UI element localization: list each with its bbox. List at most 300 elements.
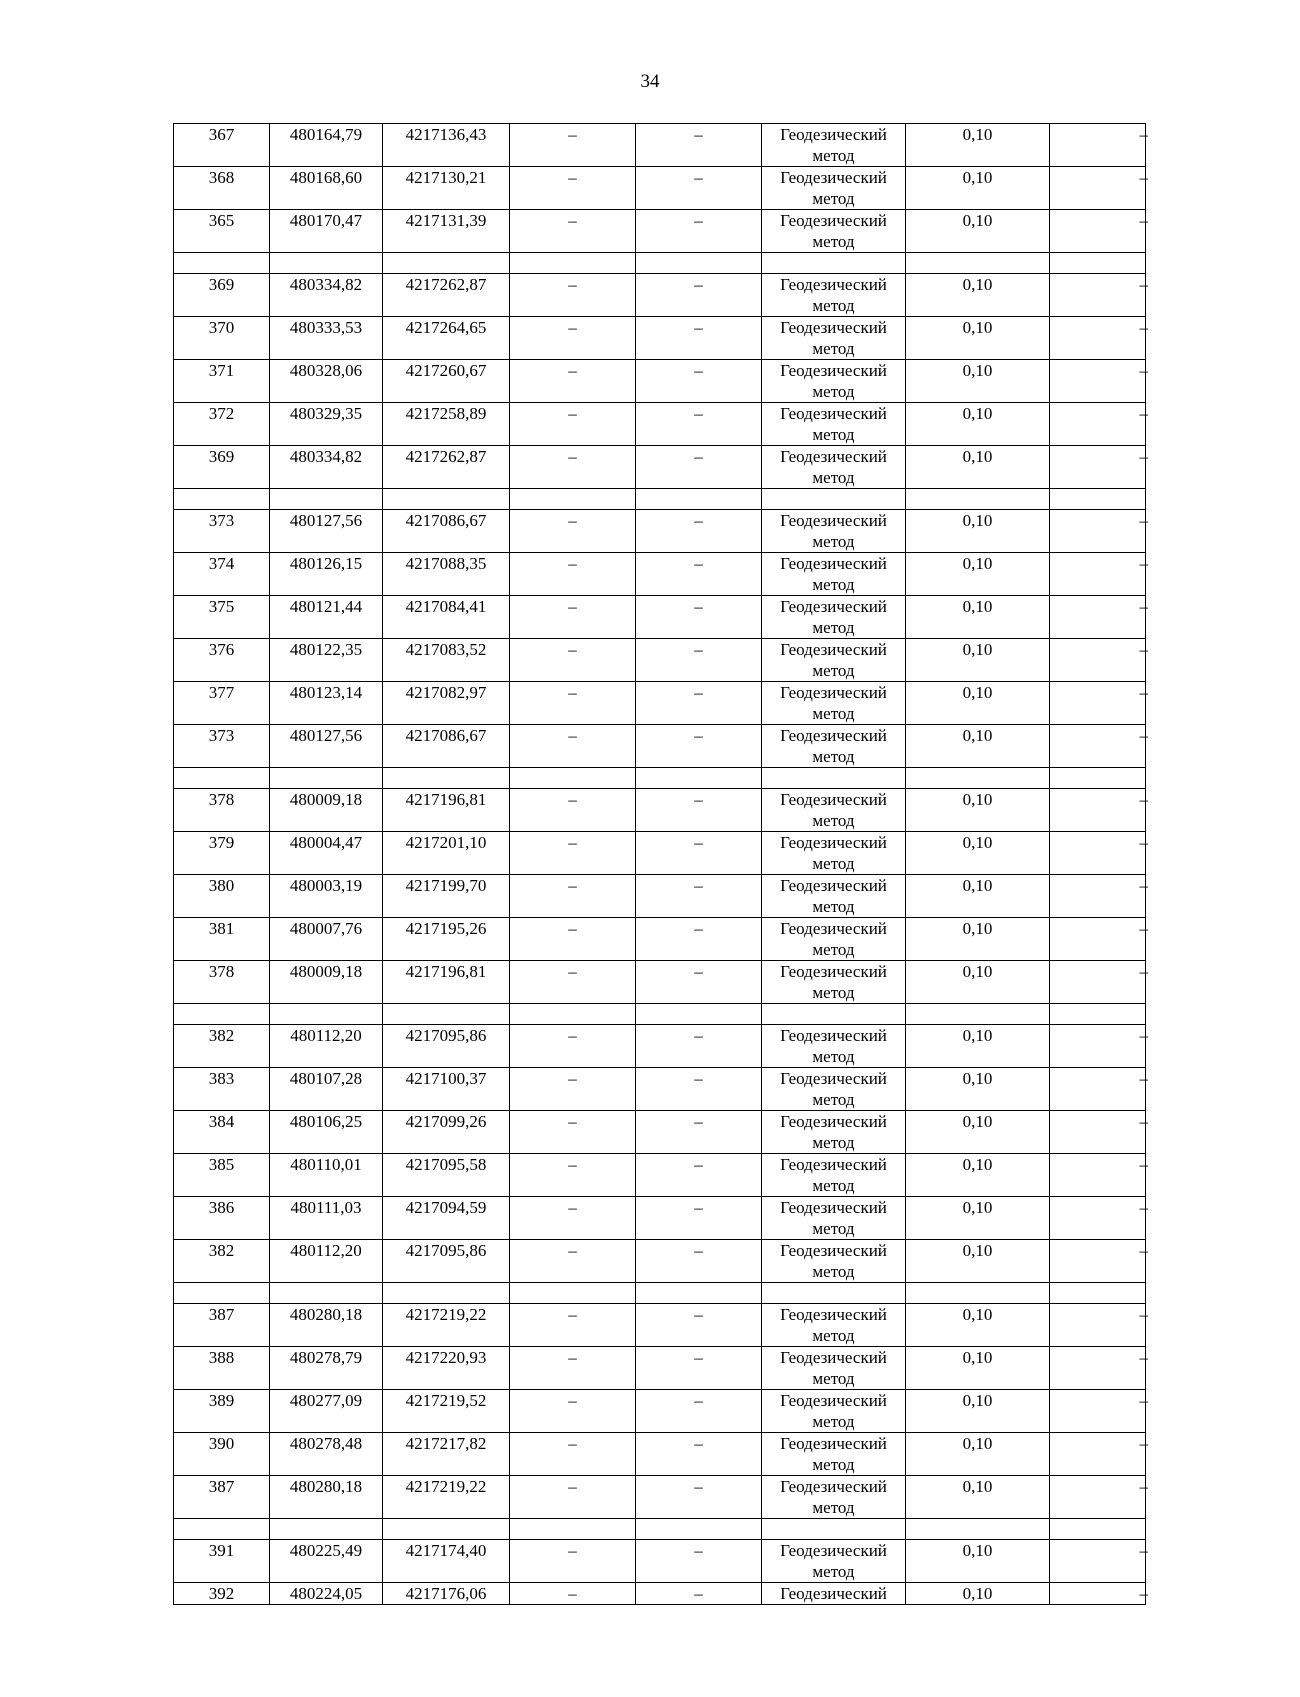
column-4-cell: –	[510, 360, 636, 403]
empty-cell	[174, 768, 270, 789]
point-number-cell: 384	[174, 1111, 270, 1154]
column-4-cell: –	[510, 317, 636, 360]
dash-mark: –	[1139, 511, 1148, 530]
column-5-cell: –	[636, 875, 762, 918]
column-5-cell: –	[636, 789, 762, 832]
method-cell: Геодезический	[762, 1583, 906, 1605]
column-5-cell: –	[636, 1240, 762, 1283]
accuracy-cell: 0,10	[906, 1476, 1050, 1519]
column-5-cell: –	[636, 510, 762, 553]
point-number-cell: 370	[174, 317, 270, 360]
empty-cell	[174, 253, 270, 274]
empty-cell	[510, 253, 636, 274]
method-cell: Геодезический метод	[762, 1390, 906, 1433]
empty-cell	[636, 253, 762, 274]
column-4-cell: –	[510, 1433, 636, 1476]
column-4-cell: –	[510, 1583, 636, 1605]
column-4-cell: –	[510, 1240, 636, 1283]
column-4-cell: –	[510, 167, 636, 210]
table-row	[174, 403, 1146, 446]
column-5-cell: –	[636, 682, 762, 725]
y-coordinate-cell: 4217131,39	[383, 210, 510, 253]
y-coordinate-cell: 4217220,93	[383, 1347, 510, 1390]
column-4-cell: –	[510, 1197, 636, 1240]
column-5-cell: –	[636, 446, 762, 489]
point-number-cell: 377	[174, 682, 270, 725]
x-coordinate-cell: 480107,28	[270, 1068, 383, 1111]
column-4-cell: –	[510, 789, 636, 832]
y-coordinate-cell: 4217130,21	[383, 167, 510, 210]
y-coordinate-cell: 4217262,87	[383, 446, 510, 489]
table-row	[174, 682, 1146, 725]
column-5-cell: –	[636, 360, 762, 403]
method-cell: Геодезический метод	[762, 596, 906, 639]
x-coordinate-cell: 480122,35	[270, 639, 383, 682]
accuracy-cell: 0,10	[906, 1111, 1050, 1154]
accuracy-cell: 0,10	[906, 1390, 1050, 1433]
point-number-cell: 388	[174, 1347, 270, 1390]
x-coordinate-cell: 480127,56	[270, 725, 383, 768]
table-row	[174, 1197, 1146, 1240]
accuracy-cell: 0,10	[906, 1197, 1050, 1240]
x-coordinate-cell: 480009,18	[270, 961, 383, 1004]
method-cell: Геодезический метод	[762, 1433, 906, 1476]
column-5-cell: –	[636, 317, 762, 360]
x-coordinate-cell: 480329,35	[270, 403, 383, 446]
column-8-cell	[1050, 1025, 1146, 1068]
x-coordinate-cell: 480106,25	[270, 1111, 383, 1154]
column-8-cell	[1050, 596, 1146, 639]
empty-cell	[906, 1519, 1050, 1540]
x-coordinate-cell: 480123,14	[270, 682, 383, 725]
y-coordinate-cell: 4217095,86	[383, 1025, 510, 1068]
dash-mark: –	[1139, 447, 1148, 466]
dash-mark: –	[1139, 919, 1148, 938]
dash-mark: –	[1139, 1391, 1148, 1410]
method-cell: Геодезический метод	[762, 553, 906, 596]
empty-cell	[762, 253, 906, 274]
column-5-cell: –	[636, 167, 762, 210]
column-8-cell	[1050, 1390, 1146, 1433]
dash-mark: –	[1139, 125, 1148, 144]
column-4-cell: –	[510, 725, 636, 768]
accuracy-cell: 0,10	[906, 1240, 1050, 1283]
y-coordinate-cell: 4217260,67	[383, 360, 510, 403]
x-coordinate-cell: 480127,56	[270, 510, 383, 553]
method-cell: Геодезический метод	[762, 1240, 906, 1283]
empty-cell	[510, 1519, 636, 1540]
column-8-cell	[1050, 510, 1146, 553]
dash-mark: –	[1139, 168, 1148, 187]
point-number-cell: 376	[174, 639, 270, 682]
point-number-cell: 383	[174, 1068, 270, 1111]
table-row	[174, 1304, 1146, 1347]
point-number-cell: 373	[174, 510, 270, 553]
point-number-cell: 367	[174, 124, 270, 167]
column-8-cell	[1050, 1347, 1146, 1390]
dash-mark: –	[1139, 962, 1148, 981]
point-number-cell: 371	[174, 360, 270, 403]
point-number-cell: 381	[174, 918, 270, 961]
accuracy-cell: 0,10	[906, 210, 1050, 253]
method-cell: Геодезический метод	[762, 1347, 906, 1390]
empty-cell	[174, 1004, 270, 1025]
y-coordinate-cell: 4217099,26	[383, 1111, 510, 1154]
column-4-cell: –	[510, 510, 636, 553]
column-4-cell: –	[510, 274, 636, 317]
column-4-cell: –	[510, 446, 636, 489]
column-5-cell: –	[636, 403, 762, 446]
accuracy-cell: 0,10	[906, 403, 1050, 446]
empty-cell	[636, 1283, 762, 1304]
column-4-cell: –	[510, 1068, 636, 1111]
x-coordinate-cell: 480277,09	[270, 1390, 383, 1433]
dash-mark: –	[1139, 1241, 1148, 1260]
point-number-cell: 374	[174, 553, 270, 596]
empty-cell	[636, 768, 762, 789]
point-number-cell: 387	[174, 1304, 270, 1347]
column-8-cell	[1050, 918, 1146, 961]
empty-cell	[1050, 768, 1146, 789]
method-cell: Геодезический метод	[762, 510, 906, 553]
x-coordinate-cell: 480009,18	[270, 789, 383, 832]
x-coordinate-cell: 480112,20	[270, 1240, 383, 1283]
method-cell: Геодезический метод	[762, 446, 906, 489]
method-cell: Геодезический метод	[762, 1154, 906, 1197]
point-number-cell: 385	[174, 1154, 270, 1197]
dash-mark: –	[1139, 361, 1148, 380]
y-coordinate-cell: 4217082,97	[383, 682, 510, 725]
column-5-cell: –	[636, 832, 762, 875]
empty-cell	[510, 1004, 636, 1025]
x-coordinate-cell: 480110,01	[270, 1154, 383, 1197]
table-row	[174, 1111, 1146, 1154]
point-number-cell: 365	[174, 210, 270, 253]
point-number-cell: 369	[174, 274, 270, 317]
accuracy-cell: 0,10	[906, 1433, 1050, 1476]
point-number-cell: 378	[174, 961, 270, 1004]
x-coordinate-cell: 480126,15	[270, 553, 383, 596]
dash-mark: –	[1139, 554, 1148, 573]
accuracy-cell: 0,10	[906, 317, 1050, 360]
x-coordinate-cell: 480004,47	[270, 832, 383, 875]
column-5-cell: –	[636, 596, 762, 639]
empty-cell	[906, 253, 1050, 274]
x-coordinate-cell: 480168,60	[270, 167, 383, 210]
dash-mark: –	[1139, 876, 1148, 895]
x-coordinate-cell: 480003,19	[270, 875, 383, 918]
table-row	[174, 596, 1146, 639]
empty-cell	[636, 1004, 762, 1025]
table-row	[174, 1240, 1146, 1283]
dash-mark: –	[1139, 683, 1148, 702]
table-row	[174, 1540, 1146, 1583]
point-number-cell: 375	[174, 596, 270, 639]
empty-cell	[510, 489, 636, 510]
accuracy-cell: 0,10	[906, 1347, 1050, 1390]
table-row	[174, 510, 1146, 553]
empty-cell	[270, 253, 383, 274]
y-coordinate-cell: 4217136,43	[383, 124, 510, 167]
column-8-cell	[1050, 832, 1146, 875]
accuracy-cell: 0,10	[906, 639, 1050, 682]
column-5-cell: –	[636, 639, 762, 682]
column-5-cell: –	[636, 274, 762, 317]
method-cell: Геодезический метод	[762, 918, 906, 961]
accuracy-cell: 0,10	[906, 1025, 1050, 1068]
dash-mark: –	[1139, 1305, 1148, 1324]
point-number-cell: 387	[174, 1476, 270, 1519]
table-row	[174, 1433, 1146, 1476]
y-coordinate-cell: 4217088,35	[383, 553, 510, 596]
empty-cell	[762, 768, 906, 789]
accuracy-cell: 0,10	[906, 1540, 1050, 1583]
accuracy-cell: 0,10	[906, 360, 1050, 403]
dash-mark: –	[1139, 1584, 1148, 1603]
accuracy-cell: 0,10	[906, 446, 1050, 489]
table-row	[174, 446, 1146, 489]
column-4-cell: –	[510, 1025, 636, 1068]
table-row	[174, 1068, 1146, 1111]
column-8-cell	[1050, 682, 1146, 725]
column-8-cell	[1050, 1304, 1146, 1347]
empty-cell	[636, 1519, 762, 1540]
empty-cell	[762, 1519, 906, 1540]
table-row	[174, 124, 1146, 167]
table-row	[174, 875, 1146, 918]
method-cell: Геодезический метод	[762, 1025, 906, 1068]
x-coordinate-cell: 480225,49	[270, 1540, 383, 1583]
table-row	[174, 1476, 1146, 1519]
column-4-cell: –	[510, 875, 636, 918]
table-row	[174, 725, 1146, 768]
empty-cell	[270, 489, 383, 510]
point-number-cell: 391	[174, 1540, 270, 1583]
y-coordinate-cell: 4217086,67	[383, 510, 510, 553]
y-coordinate-cell: 4217084,41	[383, 596, 510, 639]
empty-cell	[270, 1004, 383, 1025]
column-5-cell: –	[636, 1304, 762, 1347]
column-8-cell	[1050, 1476, 1146, 1519]
column-4-cell: –	[510, 832, 636, 875]
column-4-cell: –	[510, 1540, 636, 1583]
y-coordinate-cell: 4217196,81	[383, 961, 510, 1004]
column-4-cell: –	[510, 403, 636, 446]
table-row	[174, 918, 1146, 961]
method-cell: Геодезический метод	[762, 403, 906, 446]
dash-mark: –	[1139, 790, 1148, 809]
accuracy-cell: 0,10	[906, 1583, 1050, 1605]
column-5-cell: –	[636, 1390, 762, 1433]
empty-cell	[383, 1519, 510, 1540]
column-5-cell: –	[636, 1583, 762, 1605]
method-cell: Геодезический метод	[762, 875, 906, 918]
method-cell: Геодезический метод	[762, 832, 906, 875]
method-cell: Геодезический метод	[762, 1476, 906, 1519]
spacer-row	[174, 1004, 1146, 1025]
empty-cell	[906, 768, 1050, 789]
accuracy-cell: 0,10	[906, 832, 1050, 875]
x-coordinate-cell: 480111,03	[270, 1197, 383, 1240]
column-5-cell: –	[636, 918, 762, 961]
table-row	[174, 360, 1146, 403]
column-8-cell	[1050, 1154, 1146, 1197]
accuracy-cell: 0,10	[906, 725, 1050, 768]
dash-mark: –	[1139, 1541, 1148, 1560]
dash-mark: –	[1139, 597, 1148, 616]
x-coordinate-cell: 480333,53	[270, 317, 383, 360]
column-8-cell	[1050, 167, 1146, 210]
point-number-cell: 390	[174, 1433, 270, 1476]
column-5-cell: –	[636, 961, 762, 1004]
dash-mark: –	[1139, 1348, 1148, 1367]
point-number-cell: 373	[174, 725, 270, 768]
y-coordinate-cell: 4217262,87	[383, 274, 510, 317]
column-8-cell	[1050, 639, 1146, 682]
column-4-cell: –	[510, 1390, 636, 1433]
empty-cell	[1050, 1283, 1146, 1304]
accuracy-cell: 0,10	[906, 682, 1050, 725]
accuracy-cell: 0,10	[906, 124, 1050, 167]
column-4-cell: –	[510, 961, 636, 1004]
column-4-cell: –	[510, 639, 636, 682]
point-number-cell: 382	[174, 1240, 270, 1283]
table-row	[174, 274, 1146, 317]
empty-cell	[270, 1519, 383, 1540]
point-number-cell: 386	[174, 1197, 270, 1240]
accuracy-cell: 0,10	[906, 789, 1050, 832]
accuracy-cell: 0,10	[906, 1304, 1050, 1347]
dash-mark: –	[1139, 640, 1148, 659]
point-number-cell: 378	[174, 789, 270, 832]
x-coordinate-cell: 480224,05	[270, 1583, 383, 1605]
point-number-cell: 389	[174, 1390, 270, 1433]
dash-mark: –	[1139, 1155, 1148, 1174]
method-cell: Геодезический метод	[762, 789, 906, 832]
dash-mark: –	[1139, 1434, 1148, 1453]
method-cell: Геодезический метод	[762, 360, 906, 403]
empty-cell	[383, 1004, 510, 1025]
table-row	[174, 1347, 1146, 1390]
x-coordinate-cell: 480280,18	[270, 1476, 383, 1519]
dash-mark: –	[1139, 1069, 1148, 1088]
method-cell: Геодезический метод	[762, 639, 906, 682]
method-cell: Геодезический метод	[762, 210, 906, 253]
column-4-cell: –	[510, 553, 636, 596]
y-coordinate-cell: 4217176,06	[383, 1583, 510, 1605]
column-8-cell	[1050, 553, 1146, 596]
y-coordinate-cell: 4217095,58	[383, 1154, 510, 1197]
method-cell: Геодезический метод	[762, 725, 906, 768]
x-coordinate-cell: 480007,76	[270, 918, 383, 961]
column-4-cell: –	[510, 1154, 636, 1197]
accuracy-cell: 0,10	[906, 553, 1050, 596]
column-8-cell	[1050, 446, 1146, 489]
x-coordinate-cell: 480121,44	[270, 596, 383, 639]
column-5-cell: –	[636, 1433, 762, 1476]
column-4-cell: –	[510, 1476, 636, 1519]
x-coordinate-cell: 480170,47	[270, 210, 383, 253]
empty-cell	[383, 768, 510, 789]
x-coordinate-cell: 480278,48	[270, 1433, 383, 1476]
dash-mark: –	[1139, 1198, 1148, 1217]
table-row	[174, 1154, 1146, 1197]
column-4-cell: –	[510, 682, 636, 725]
column-8-cell	[1050, 1068, 1146, 1111]
empty-cell	[174, 1519, 270, 1540]
column-8-cell	[1050, 210, 1146, 253]
spacer-row	[174, 1519, 1146, 1540]
y-coordinate-cell: 4217086,67	[383, 725, 510, 768]
column-5-cell: –	[636, 1068, 762, 1111]
column-5-cell: –	[636, 553, 762, 596]
column-5-cell: –	[636, 1197, 762, 1240]
column-8-cell	[1050, 1433, 1146, 1476]
accuracy-cell: 0,10	[906, 1068, 1050, 1111]
column-4-cell: –	[510, 1111, 636, 1154]
column-8-cell	[1050, 875, 1146, 918]
point-number-cell: 372	[174, 403, 270, 446]
y-coordinate-cell: 4217196,81	[383, 789, 510, 832]
method-cell: Геодезический метод	[762, 1111, 906, 1154]
empty-cell	[270, 768, 383, 789]
empty-cell	[383, 253, 510, 274]
empty-cell	[762, 1004, 906, 1025]
column-8-cell	[1050, 1111, 1146, 1154]
table-row	[174, 832, 1146, 875]
y-coordinate-cell: 4217083,52	[383, 639, 510, 682]
table-row	[174, 789, 1146, 832]
table-row	[174, 210, 1146, 253]
x-coordinate-cell: 480334,82	[270, 274, 383, 317]
method-cell: Геодезический метод	[762, 317, 906, 360]
dash-mark: –	[1139, 726, 1148, 745]
empty-cell	[762, 489, 906, 510]
column-4-cell: –	[510, 1304, 636, 1347]
point-number-cell: 392	[174, 1583, 270, 1605]
column-8-cell	[1050, 403, 1146, 446]
column-5-cell: –	[636, 1154, 762, 1197]
column-8-cell	[1050, 789, 1146, 832]
page-number: 34	[640, 71, 660, 92]
column-5-cell: –	[636, 124, 762, 167]
empty-cell	[1050, 253, 1146, 274]
dash-mark: –	[1139, 211, 1148, 230]
table-row	[174, 1390, 1146, 1433]
empty-cell	[510, 1283, 636, 1304]
method-cell: Геодезический метод	[762, 1540, 906, 1583]
dash-mark: –	[1139, 404, 1148, 423]
column-4-cell: –	[510, 210, 636, 253]
column-4-cell: –	[510, 124, 636, 167]
point-number-cell: 379	[174, 832, 270, 875]
method-cell: Геодезический метод	[762, 274, 906, 317]
empty-cell	[383, 489, 510, 510]
point-number-cell: 380	[174, 875, 270, 918]
column-8-cell	[1050, 360, 1146, 403]
column-4-cell: –	[510, 1347, 636, 1390]
column-8-cell	[1050, 274, 1146, 317]
table-row	[174, 961, 1146, 1004]
accuracy-cell: 0,10	[906, 274, 1050, 317]
dash-mark: –	[1139, 1477, 1148, 1496]
table-row	[174, 1025, 1146, 1068]
table-row	[174, 317, 1146, 360]
spacer-row	[174, 253, 1146, 274]
empty-cell	[510, 768, 636, 789]
empty-cell	[383, 1283, 510, 1304]
y-coordinate-cell: 4217174,40	[383, 1540, 510, 1583]
